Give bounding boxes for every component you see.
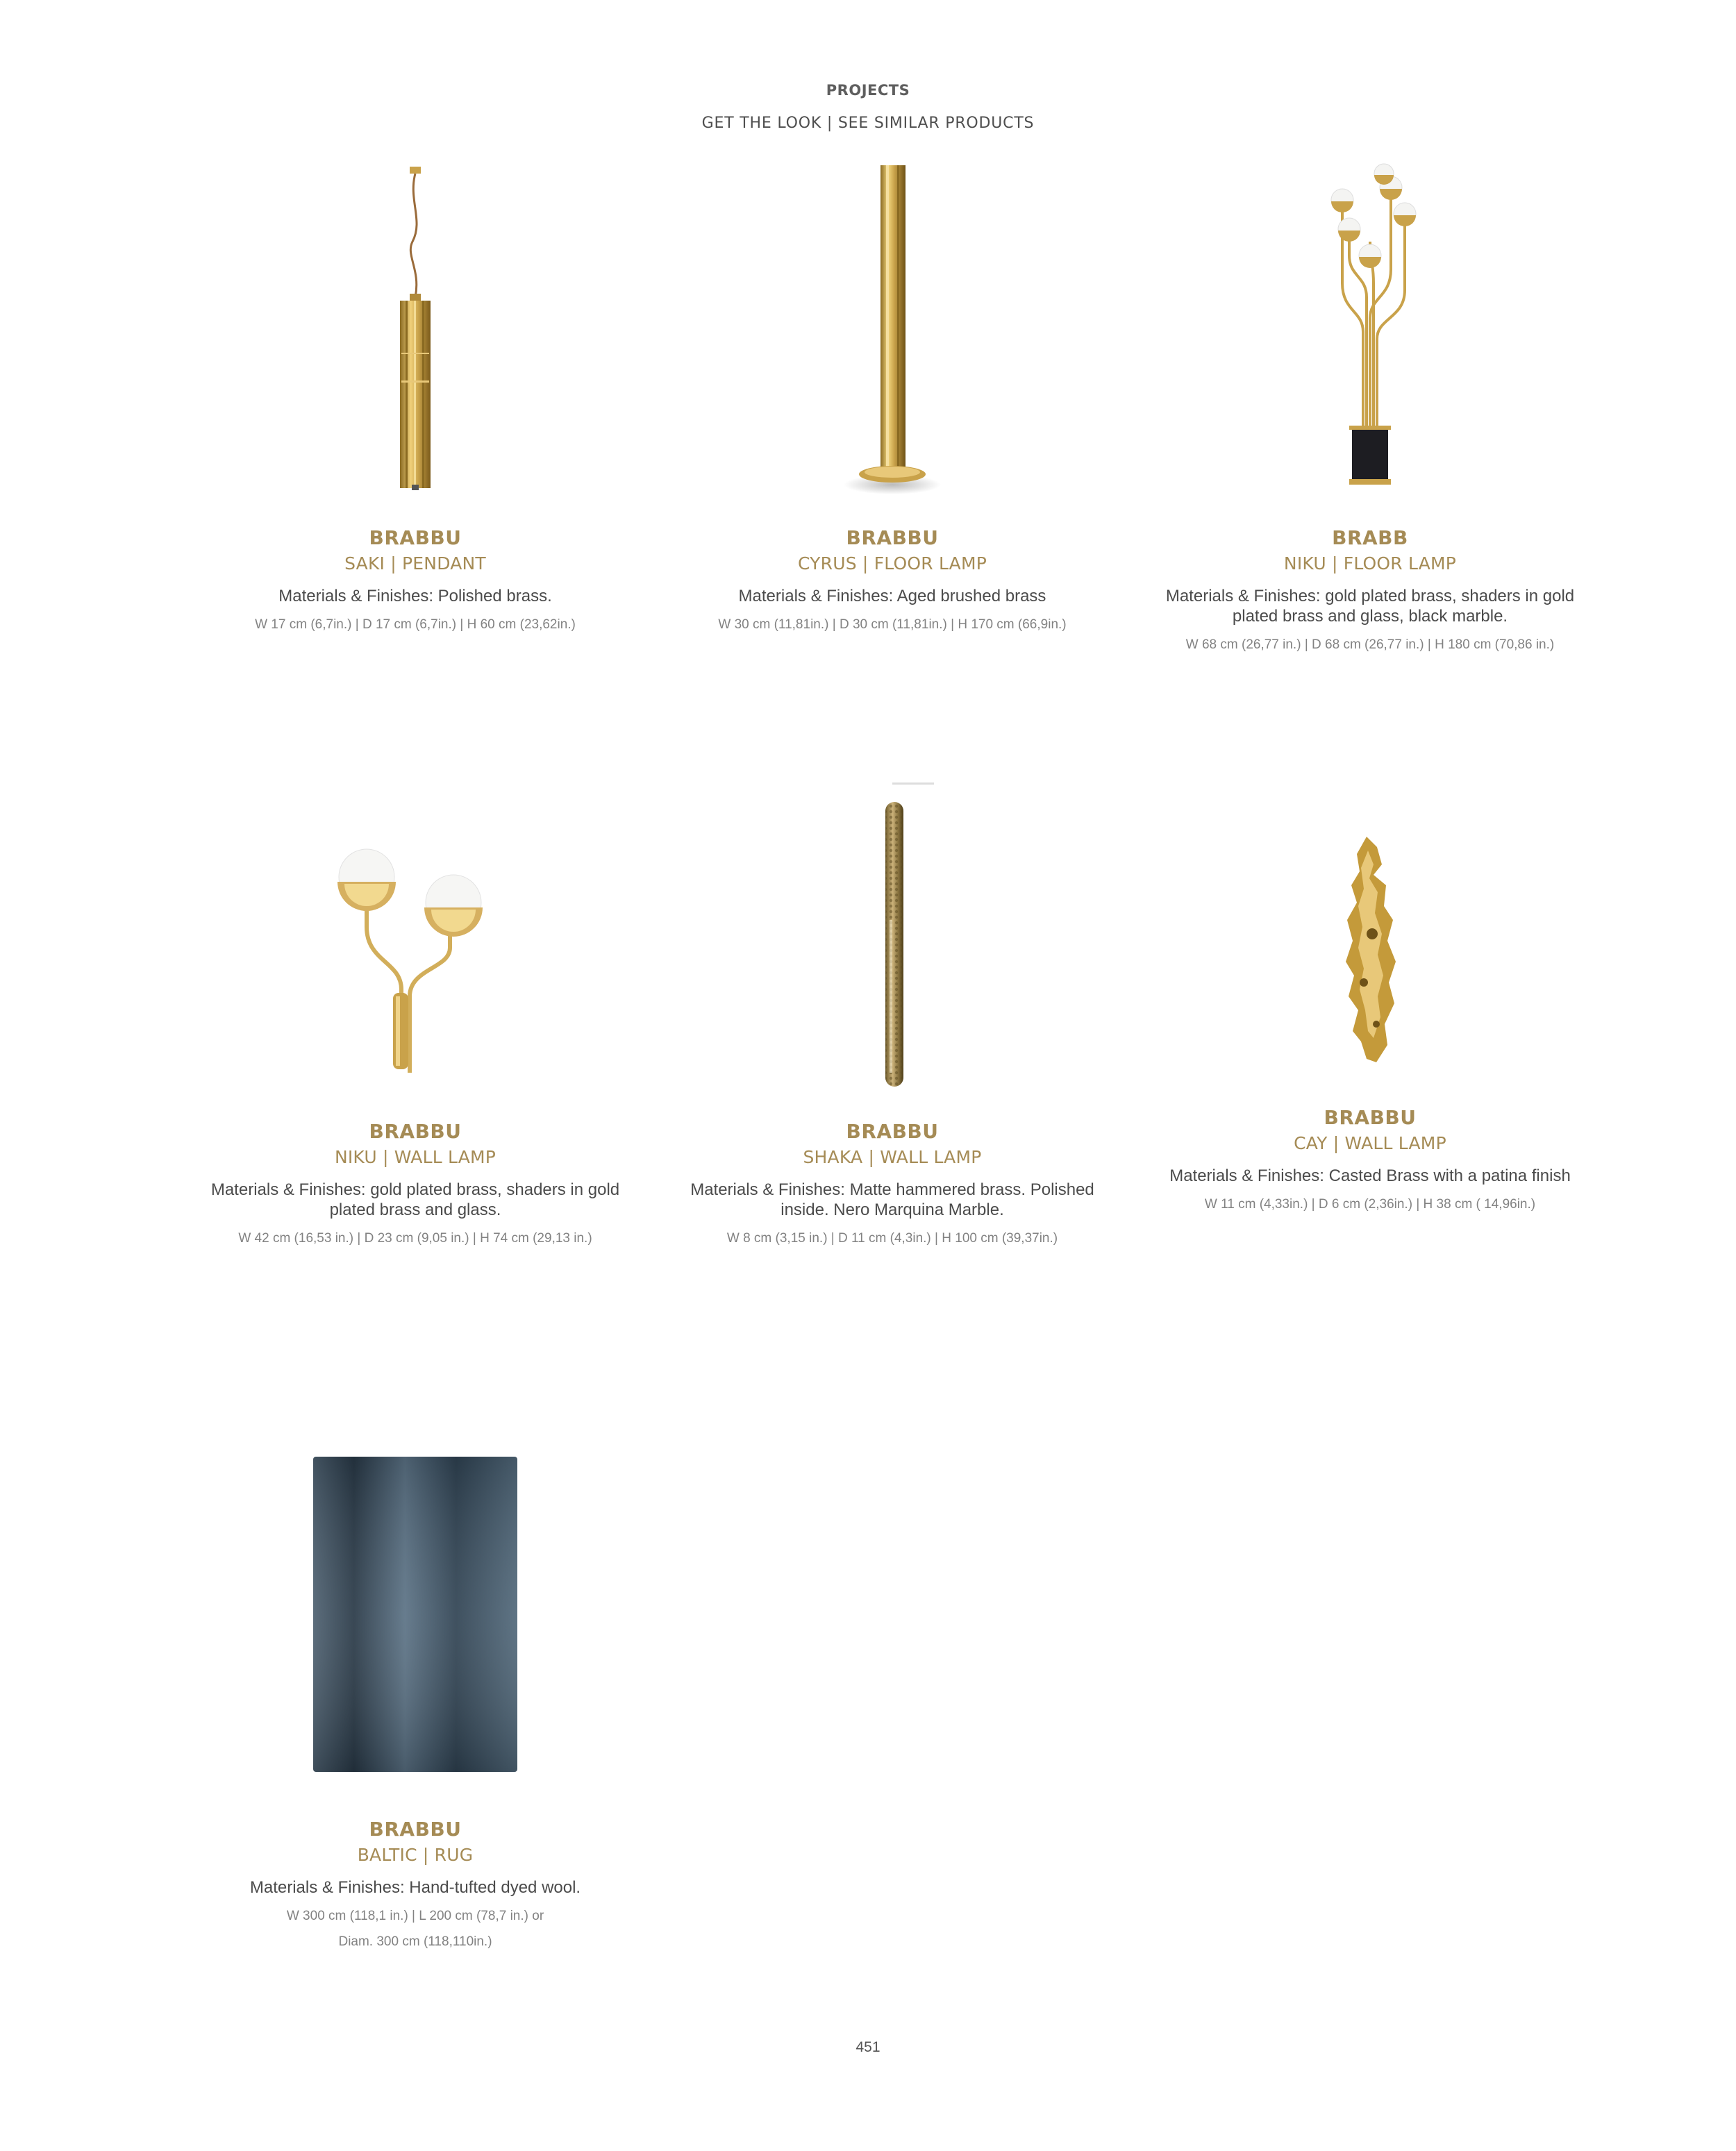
product-materials: Materials & Finishes: gold plated brass, shaders in gold plated brass and glass. — [210, 1180, 620, 1219]
product-card-saki-pendant[interactable] — [172, 158, 658, 637]
product-brand: BRABBU — [1324, 1106, 1417, 1129]
section-title: PROJECTS — [826, 82, 910, 99]
product-dimensions: W 17 cm (6,7in.) | D 17 cm (6,7in.) | H 60 cm (23,62in.) — [255, 617, 576, 632]
product-model: BALTIC | RUG — [357, 1845, 474, 1865]
product-materials: Materials & Finishes: Hand-tufted dyed wool. — [249, 1878, 581, 1897]
product-card-cyrus-floor-lamp[interactable] — [649, 158, 1135, 637]
see-similar-products-link[interactable]: SEE SIMILAR PRODUCTS — [837, 115, 1035, 132]
product-materials: Materials & Finishes: Polished brass. — [278, 587, 552, 605]
product-dimensions: W 11 cm (4,33in.) | D 6 cm (2,36in.) | H 38 cm ( 14,96in.) — [1204, 1197, 1536, 1212]
page-header — [0, 82, 1736, 132]
header-links — [0, 115, 1736, 132]
product-model: CAY | WALL LAMP — [1294, 1133, 1446, 1153]
page-number: 451 — [856, 2039, 880, 2055]
product-dimensions: W 8 cm (3,15 in.) | D 11 cm (4,3in.) | H 100 cm (39,37in.) — [726, 1231, 1058, 1246]
product-dimensions-line: Diam. 300 cm (118,110in.) — [338, 1934, 492, 1949]
product-materials: Materials & Finishes: Casted Brass with a patina finish — [1169, 1166, 1571, 1185]
header-separator: | — [821, 115, 838, 132]
product-materials: Materials & Finishes: Matte hammered brass. Polished inside. Nero Marquina Marble. — [690, 1180, 1094, 1219]
product-model: NIKU | FLOOR LAMP — [1283, 553, 1457, 574]
product-materials: Materials & Finishes: Aged brushed brass — [738, 587, 1046, 605]
floor-lamp-icon — [1301, 158, 1439, 499]
product-model: CYRUS | FLOOR LAMP — [797, 553, 987, 574]
product-brand: BRABBU — [846, 1120, 939, 1143]
product-card-shaka-wall-lamp[interactable] — [649, 781, 1135, 1251]
wall-lamp-icon — [1318, 823, 1422, 1080]
product-brand: BRABBU — [846, 526, 939, 549]
product-dimensions-line: W 300 cm (118,1 in.) | L 200 cm (78,7 in.) or — [286, 1909, 544, 1923]
product-dimensions — [172, 1903, 658, 1955]
product-materials: Materials & Finishes: gold plated brass, shaders in gold plated brass and glass, black marble. — [1165, 587, 1575, 626]
product-brand: BRABBU — [369, 1818, 462, 1841]
product-card-cay-wall-lamp[interactable] — [1127, 823, 1613, 1217]
wall-lamp-icon — [325, 844, 506, 1094]
product-dimensions: W 30 cm (11,81in.) | D 30 cm (11,81in.) | H 170 cm (66,9in.) — [718, 617, 1067, 632]
product-dimensions: W 42 cm (16,53 in.) | D 23 cm (9,05 in.) | H 74 cm (29,13 in.) — [238, 1231, 592, 1246]
product-model: SHAKA | WALL LAMP — [803, 1147, 982, 1167]
product-brand: BRABBU — [369, 526, 462, 549]
product-card-niku-wall-lamp[interactable] — [172, 844, 658, 1251]
wall-lamp-icon — [844, 781, 941, 1094]
product-brand: BRABB — [1332, 526, 1408, 549]
product-model: SAKI | PENDANT — [344, 553, 486, 574]
product-model: NIKU | WALL LAMP — [334, 1147, 496, 1167]
pendant-lamp-icon — [374, 158, 457, 499]
product-brand: BRABBU — [369, 1120, 462, 1143]
product-card-niku-floor-lamp[interactable] — [1127, 158, 1613, 658]
product-dimensions: W 68 cm (26,77 in.) | D 68 cm (26,77 in.) | H 180 cm (70,86 in.) — [1185, 637, 1555, 652]
floor-lamp-icon — [840, 158, 944, 499]
get-the-look-link[interactable]: GET THE LOOK — [701, 115, 822, 132]
product-card-baltic-rug[interactable] — [172, 1451, 658, 1955]
rug-icon — [308, 1451, 523, 1777]
